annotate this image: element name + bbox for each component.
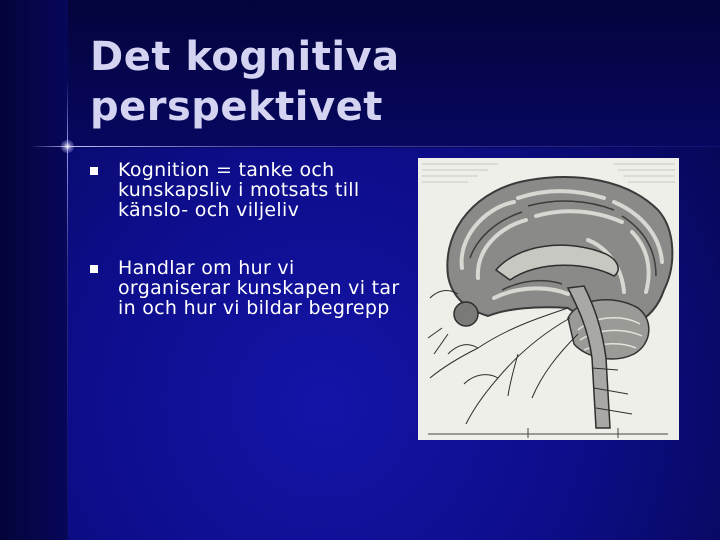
bullet-item xyxy=(88,160,408,220)
horizontal-accent-line xyxy=(30,146,720,147)
bullet-text: Handlar om hur vi organiserar kunskapen vi tar in och hur vi bildar begrepp xyxy=(118,257,400,319)
brain-sagittal-drawing-icon xyxy=(418,158,679,440)
bullet-item xyxy=(88,258,408,318)
square-bullet-icon xyxy=(90,167,98,175)
brain-illustration xyxy=(418,158,679,440)
square-bullet-icon xyxy=(90,265,98,273)
bullet-list xyxy=(88,160,408,356)
bullet-text: Kognition = tanke och kunskapsliv i motsats till känslo- och viljeliv xyxy=(118,159,360,221)
side-band xyxy=(0,0,68,540)
slide-title: Det kognitiva perspektivet xyxy=(90,34,400,130)
spark-accent-icon xyxy=(61,140,74,153)
